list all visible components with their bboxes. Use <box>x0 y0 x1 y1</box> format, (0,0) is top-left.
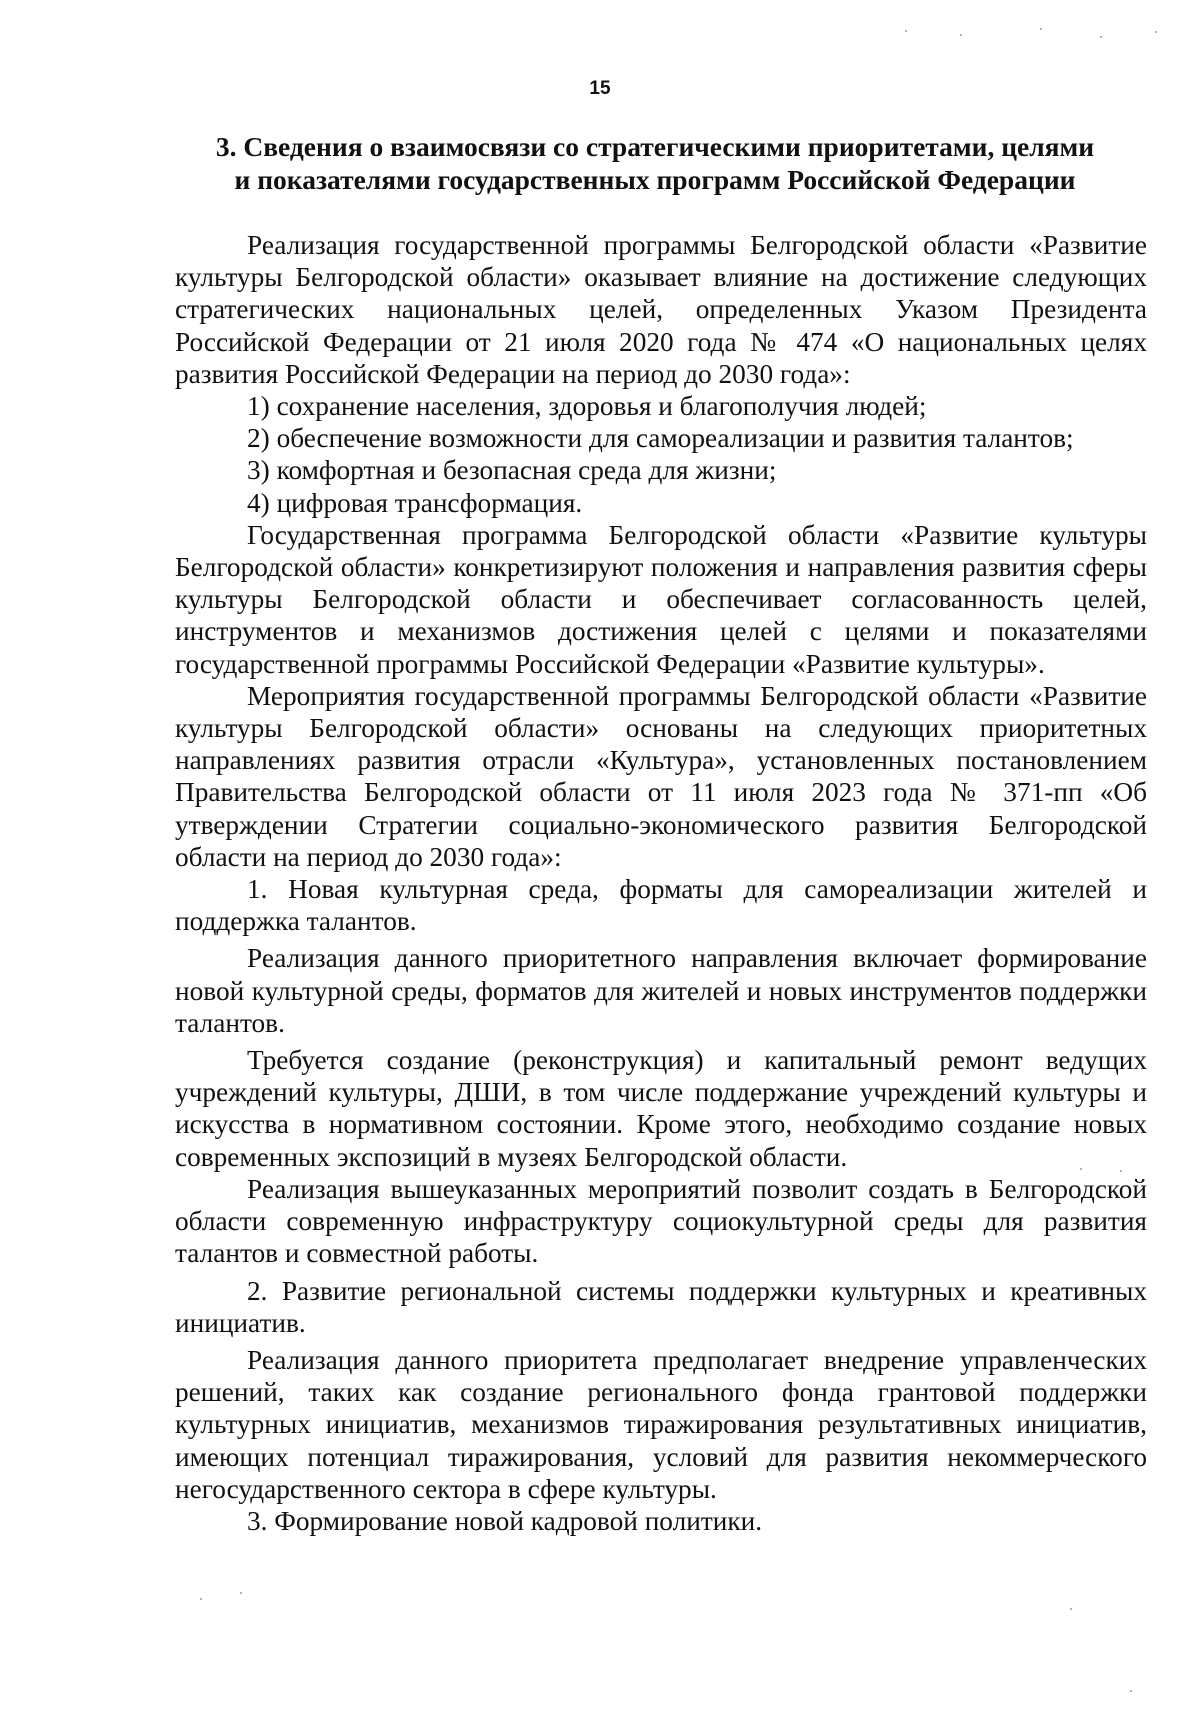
paragraph-national-goals-intro: Реализация государственной программы Белгородской области «Развитие культуры Белгородской области» оказывает влияние на достижение следующих стратегических национальных целей, определенных Указом Президента Российской Федерации от 21 июля 2020 года № 474 «О национальных целях развития Российской Федерации на период до 2030 года»: <box>175 230 1147 389</box>
paragraph-program-priorities: Мероприятия государственной программы Белгородской области «Развитие культуры Белгородской области» основаны на следующих приоритетных направлениях развития отрасли «Культура», установленных постановлением Правительства Белгородской области от 11 июля 2023 года № 371-пп «Об утверждении Стратегии социально-экономического развития Белгородской области на период до 2030 года»: <box>175 680 1147 872</box>
section-heading-line-1: 3. Сведения о взаимосвязи со стратегическими приоритетами, целями <box>215 131 1095 162</box>
scan-speck <box>1155 31 1157 33</box>
list-item-goal-3: 3) комфортная и безопасная среда для жизни; <box>247 455 777 486</box>
scan-speck <box>1080 1168 1082 1170</box>
priority-2-title: 2. Развитие региональной системы поддержки культурных и креативных инициатив. <box>175 1275 1147 1338</box>
page-number: 15 <box>589 78 611 99</box>
priority-1-title: 1. Новая культурная среда, форматы для самореализации жителей и поддержка талантов. <box>175 874 1147 937</box>
paragraph-program-alignment: Государственная программа Белгородской области «Развитие культуры Белгородской области» конкретизируют положения и направления развития сферы культуры Белгородской области и обеспечивает согласованность целей, инструментов и механизмов достижения целей с целями и показателями государственной программы Российской Федерации «Развитие культуры». <box>175 519 1147 679</box>
scan-speck <box>1130 1690 1132 1692</box>
scan-speck <box>960 34 962 36</box>
scan-speck <box>1120 1170 1122 1172</box>
scan-speck <box>1040 28 1042 30</box>
paragraph-priority-1-description: Реализация данного приоритетного направления включает формирование новой культурной среды, форматов для жителей и новых инструментов поддержки талантов. <box>175 943 1147 1038</box>
scan-speck <box>240 1592 242 1594</box>
paragraph-priority-2-description: Реализация данного приоритета предполагает внедрение управленческих решений, таких как создание регионального фонда грантовой поддержки культурных инициатив, механизмов тиражирования результативных инициатив, имеющих потенциал тиражирования, условий для развития некоммерческого негосударственного сектора в сфере культуры. <box>175 1344 1147 1504</box>
list-item-goal-2: 2) обеспечение возможности для самореализации и развития талантов; <box>247 423 1074 454</box>
priority-3-title: 3. Формирование новой кадровой политики. <box>247 1505 763 1536</box>
scan-speck <box>1070 1608 1072 1610</box>
scan-speck <box>200 1598 202 1600</box>
paragraph-priority-1-requirements: Требуется создание (реконструкция) и капитальный ремонт ведущих учреждений культуры, ДШИ, в том числе поддержание учреждений культуры и искусства в нормативном состоянии. Кроме этого, необходимо создание новых современных экспозиций в музеях Белгородской области. <box>175 1045 1147 1172</box>
document-body <box>175 229 1147 1537</box>
list-item-goal-1: 1) сохранение населения, здоровья и благополучия людей; <box>247 391 927 422</box>
list-item-goal-4: 4) цифровая трансформация. <box>247 487 583 518</box>
scan-speck <box>905 30 907 32</box>
section-heading <box>160 130 1150 196</box>
paragraph-priority-1-outcome: Реализация вышеуказанных мероприятий позволит создать в Белгородской области современную инфраструктуру социокультурной среды для развития талантов и совместной работы. <box>175 1173 1147 1269</box>
section-heading-line-2: и показателями государственных программ Российской Федерации <box>234 164 1076 195</box>
scan-speck <box>1100 36 1102 38</box>
